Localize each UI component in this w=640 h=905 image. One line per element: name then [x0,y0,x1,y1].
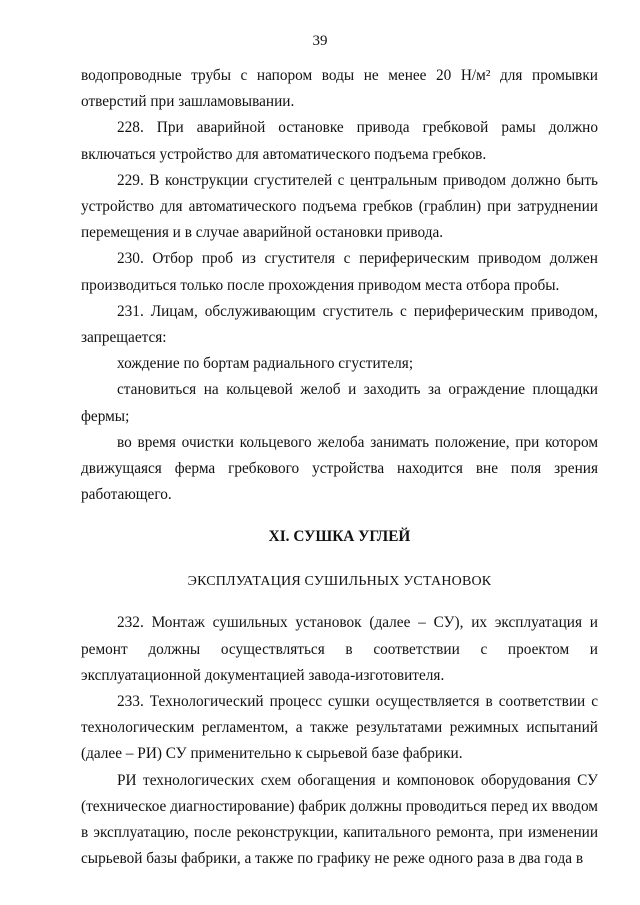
page-number: 39 [312,33,328,49]
paragraph-continuation: водопроводные трубы с напором воды не менее 20 Н/м² для промывки отверстий при зашламовывании. [81,67,598,111]
subsection-title: ЭКСПЛУАТАЦИЯ СУШИЛЬНЫХ УСТАНОВОК [187,574,492,590]
list-item-231-b: становиться на кольцевой желоб и заходить за ограждение площадки фермы; [81,381,598,425]
paragraph-229: 229. В конструкции сгустителей с центральным приводом должно быть устройство для автоматического подъема гребков (граблин) при затруднении перемещения и в случае аварийной остановки привода. [81,171,598,242]
paragraph-228: 228. При аварийной остановке привода гребковой рамы должно включаться устройство для автоматического подъема гребков. [81,119,598,163]
list-item-231-c: во время очистки кольцевого желоба занимать положение, при котором движущаяся ферма гребкового устройства находится вне поля зрения работающего. [81,433,598,504]
paragraph-231: 231. Лицам, обслуживающим сгуститель с периферическим приводом, запрещается: [81,302,598,347]
section-title: XI. СУШКА УГЛЕЙ [268,528,411,546]
paragraph-232: 232. Монтаж сушильных установок (далее – СУ), их эксплуатация и ремонт должны осуществляться в соответствии с проектом и эксплуатационной документацией завода-изготовителя. [81,614,598,684]
document-body [81,63,598,872]
paragraph-233-continued: РИ технологических схем обогащения и компоновок оборудования СУ (техническое диагностирование) фабрик должны проводиться перед их вводом в эксплуатацию, после реконструкции, капитального ремонта, при изменении сырьевой базы фабрики, а также по графику не реже одного раза в два года в [81,771,598,868]
list-item-231-a: хождение по бортам радиального сгустителя; [117,355,414,373]
paragraph-230: 230. Отбор проб из сгустителя с периферическим приводом должен производиться только после прохождения приводом места отбора пробы. [81,250,598,294]
paragraph-233: 233. Технологический процесс сушки осуществляется в соответствии с технологическим регламентом, а также результатами режимных испытаний (далее – РИ) СУ применительно к сырьевой базе фабрики. [81,693,598,763]
